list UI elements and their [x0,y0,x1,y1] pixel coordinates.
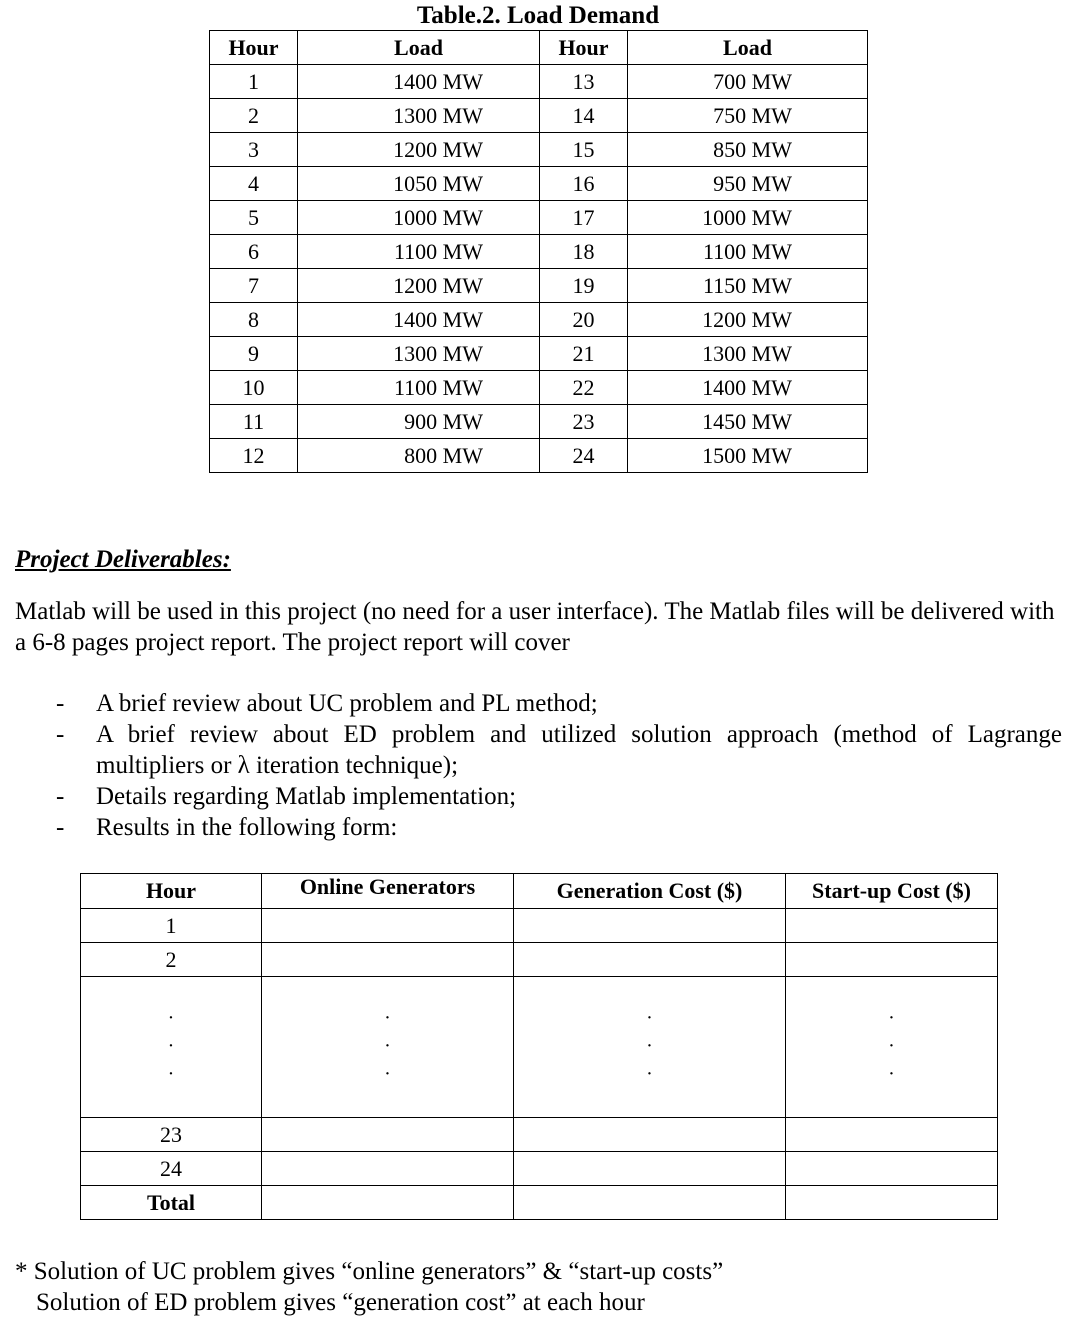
ellipsis-cell [786,977,998,1118]
table-row [210,405,868,439]
header-hour-1: Hour [210,31,298,65]
list-item: - Details regarding Matlab implementation; [0,781,1080,812]
load-cell: 1200 MW [298,133,540,167]
hour-cell: 15 [540,133,628,167]
table-header-row [210,31,868,65]
table-row [81,909,998,943]
hour-cell: 1 [210,65,298,99]
ellipsis-cell [262,977,514,1118]
header-hour-2: Hour [540,31,628,65]
hour-cell: 20 [540,303,628,337]
table-row [210,371,868,405]
load-cell: 1400 MW [628,371,868,405]
list-item: - Results in the following form: [0,812,1080,843]
load-cell: 900 MW [298,405,540,439]
hour-cell: 14 [540,99,628,133]
ellipsis-cell [81,977,262,1118]
hour-cell: 24 [540,439,628,473]
deliverables-heading: Project Deliverables: [15,546,231,573]
vertical-ellipsis: · · · [888,1007,895,1085]
empty-cell [514,1186,786,1220]
hour-cell: 12 [210,439,298,473]
load-cell: 700 MW [628,65,868,99]
hour-cell: 3 [210,133,298,167]
hour-cell: 6 [210,235,298,269]
load-cell: 1200 MW [298,269,540,303]
hour-cell: 2 [210,99,298,133]
load-cell: 1000 MW [628,201,868,235]
hour-cell: 8 [210,303,298,337]
load-cell: 1400 MW [298,65,540,99]
empty-cell [514,1152,786,1186]
hour-cell: 4 [210,167,298,201]
table-row [210,133,868,167]
load-cell: 1300 MW [298,337,540,371]
hour-cell: 22 [540,371,628,405]
row-label: 24 [81,1152,262,1186]
load-cell: 1050 MW [298,167,540,201]
table-row [210,439,868,473]
deliverables-list [0,688,1080,843]
list-item: - A brief review about UC problem and PL method; [0,688,1080,719]
empty-cell [786,1118,998,1152]
header-load-1: Load [298,31,540,65]
empty-cell [514,1118,786,1152]
load-cell: 1450 MW [628,405,868,439]
load-cell: 1100 MW [628,235,868,269]
hour-cell: 9 [210,337,298,371]
row-label-total: Total [81,1186,262,1220]
load-cell: 950 MW [628,167,868,201]
table-row [210,337,868,371]
header-hour: Hour [81,874,262,909]
empty-cell [786,943,998,977]
vertical-ellipsis: · · · [646,1007,653,1085]
empty-cell [262,943,514,977]
table-row [210,65,868,99]
load-cell: 850 MW [628,133,868,167]
hour-cell: 13 [540,65,628,99]
hour-cell: 18 [540,235,628,269]
table-row [210,235,868,269]
empty-cell [786,1186,998,1220]
table-row [81,1152,998,1186]
hour-cell: 23 [540,405,628,439]
load-cell: 1100 MW [298,235,540,269]
footnote-line-2: Solution of ED problem gives “generation cost” at each hour [36,1289,645,1316]
table-row [210,303,868,337]
deliverables-intro: Matlab will be used in this project (no need for a user interface). The Matlab files will be delivered with a 6-8 pages project report. The project report will cover [15,598,1055,656]
hour-cell: 7 [210,269,298,303]
table-row [81,943,998,977]
vertical-ellipsis: · · · [384,1007,391,1085]
hour-cell: 21 [540,337,628,371]
header-startup-cost: Start-up Cost ($) [786,874,998,909]
ellipsis-row [81,977,998,1118]
load-cell: 1000 MW [298,201,540,235]
footnote [15,1256,723,1318]
hour-cell: 16 [540,167,628,201]
header-online-generators: Online Generators [262,874,514,909]
table-row [210,167,868,201]
row-label: 2 [81,943,262,977]
table-header-row [81,874,998,909]
list-item: - A brief review about ED problem and utilized solution approach (method of Lagrange multipliers or λ iteration technique); [0,719,1080,781]
load-cell: 1200 MW [628,303,868,337]
empty-cell [786,1152,998,1186]
empty-cell [262,909,514,943]
vertical-ellipsis: · · · [167,1007,175,1085]
load-demand-table [209,30,868,473]
table-row [210,269,868,303]
empty-cell [262,1152,514,1186]
header-generation-cost: Generation Cost ($) [514,874,786,909]
empty-cell [262,1186,514,1220]
load-cell: 1150 MW [628,269,868,303]
hour-cell: 11 [210,405,298,439]
load-cell: 750 MW [628,99,868,133]
empty-cell [514,943,786,977]
empty-cell [786,909,998,943]
hour-cell: 19 [540,269,628,303]
row-label: 23 [81,1118,262,1152]
header-load-2: Load [628,31,868,65]
load-cell: 1100 MW [298,371,540,405]
total-row [81,1186,998,1220]
load-cell: 800 MW [298,439,540,473]
results-table [80,873,998,1220]
load-cell: 1300 MW [628,337,868,371]
table-row [210,99,868,133]
load-cell: 1500 MW [628,439,868,473]
load-cell: 1300 MW [298,99,540,133]
hour-cell: 10 [210,371,298,405]
footnote-line-1: * Solution of UC problem gives “online generators” & “start-up costs” [15,1258,724,1285]
empty-cell [262,1118,514,1152]
table-row [81,1118,998,1152]
hour-cell: 17 [540,201,628,235]
table-row [210,201,868,235]
ellipsis-cell [514,977,786,1118]
load-cell: 1400 MW [298,303,540,337]
row-label: 1 [81,909,262,943]
load-table-title: Table.2. Load Demand [416,2,660,29]
hour-cell: 5 [210,201,298,235]
empty-cell [514,909,786,943]
